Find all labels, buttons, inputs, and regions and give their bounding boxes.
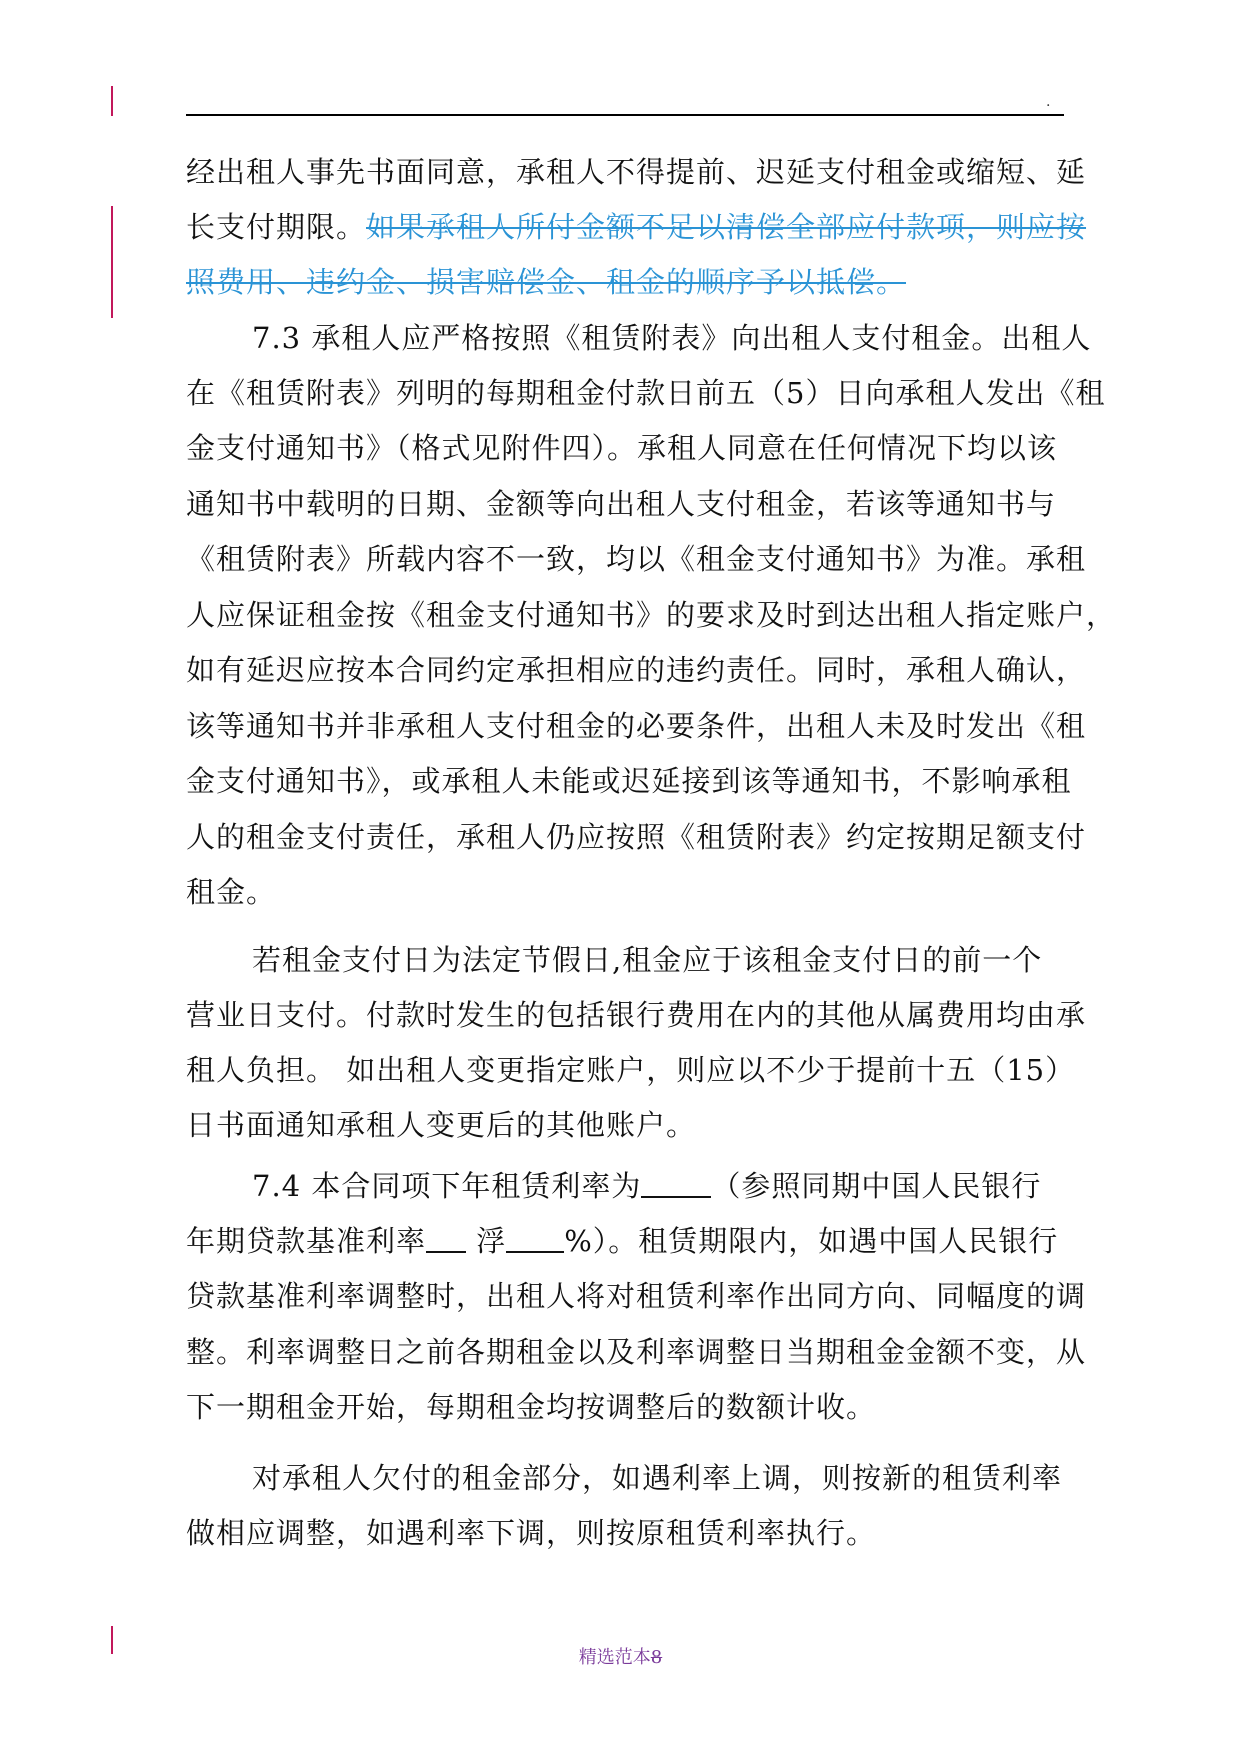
revision-bar bbox=[111, 86, 113, 116]
text-run: 7.3 承租人应严格按照《租赁附表》向出租人支付租金。出租人 bbox=[252, 321, 1092, 355]
text-line bbox=[252, 318, 1091, 358]
text-line bbox=[186, 872, 276, 912]
text-line bbox=[186, 650, 1086, 690]
text-line bbox=[252, 1458, 1062, 1498]
text-line bbox=[186, 373, 1105, 413]
text-line bbox=[186, 152, 1086, 192]
text-run: 下一期租金开始，每期租金均按调整后的数额计收。 bbox=[186, 1390, 877, 1424]
text-line bbox=[186, 1387, 876, 1427]
text-line bbox=[186, 1276, 1086, 1316]
text-line bbox=[186, 1332, 1086, 1372]
text-run: 金支付通知书》，或承租人未能或迟延接到该等通知书，不影响承租 bbox=[186, 764, 1072, 798]
text-line bbox=[186, 262, 906, 302]
text-run: 该等通知书并非承租人支付租金的必要条件，出租人未及时发出《租 bbox=[186, 709, 1087, 743]
text-run: 长支付期限。 bbox=[186, 210, 367, 244]
text-run: 营业日支付。付款时发生的包括银行费用在内的其他从属费用均由承 bbox=[186, 998, 1087, 1032]
text-run: 租人负担。 如出租人变更指定账户，则应以不少于提前十五（15） bbox=[186, 1053, 1076, 1087]
text-run: 浮 bbox=[466, 1224, 507, 1258]
text-line bbox=[186, 1221, 1058, 1261]
footer-label: 精选范本 bbox=[578, 1647, 651, 1668]
text-run: 如有延迟应按本合同约定承担相应的违约责任。同时，承租人确认， bbox=[186, 653, 1087, 687]
text-line bbox=[186, 539, 1086, 579]
text-run: 整。利率调整日之前各期租金以及利率调整日当期租金金额不变，从 bbox=[186, 1335, 1087, 1369]
text-run: 人应保证租金按《租金支付通知书》的要求及时到达出租人指定账户， bbox=[186, 598, 1117, 632]
text-run: 人的租金支付责任，承租人仍应按照《租赁附表》约定按期足额支付 bbox=[186, 820, 1087, 854]
text-line bbox=[186, 1105, 696, 1145]
text-line bbox=[186, 995, 1086, 1035]
text-run: 做相应调整，如遇利率下调，则按原租赁利率执行。 bbox=[186, 1516, 877, 1550]
text-run: 日书面通知承租人变更后的其他账户。 bbox=[186, 1108, 697, 1142]
text-run: 通知书中载明的日期、金额等向出租人支付租金，若该等通知书与 bbox=[186, 487, 1057, 521]
text-run: 贷款基准利率调整时，出租人将对租赁利率作出同方向、同幅度的调 bbox=[186, 1279, 1087, 1313]
text-line bbox=[186, 1050, 1075, 1090]
text-run: 租金。 bbox=[186, 875, 277, 909]
deleted-text: 如果承租人所付金额不足以清偿全部应付款项，则应按 bbox=[366, 210, 1087, 244]
text-run: 金支付通知书》（格式见附件四）。承租人同意在任何情况下均以该 bbox=[186, 431, 1058, 465]
text-line bbox=[186, 595, 1116, 635]
text-run: 经出租人事先书面同意，承租人不得提前、迟延支付租金或缩短、延 bbox=[186, 155, 1087, 189]
deleted-text: 照费用、违约金、损害赔偿金、租金的顺序予以抵偿。 bbox=[186, 265, 907, 299]
text-run: 对承租人欠付的租金部分，如遇利率上调，则按新的租赁利率 bbox=[252, 1461, 1063, 1495]
fill-in-blank bbox=[506, 1225, 564, 1253]
header-rule bbox=[186, 114, 1064, 116]
text-line bbox=[186, 428, 1057, 468]
text-line bbox=[186, 817, 1086, 857]
text-run: （参照同期中国人民银行 bbox=[711, 1169, 1042, 1203]
text-run: 在《租赁附表》列明的每期租金付款日前五（5）日向承租人发出《租 bbox=[186, 376, 1106, 410]
text-line bbox=[186, 761, 1072, 801]
fill-in-blank bbox=[641, 1170, 711, 1198]
text-run: 若租金支付日为法定节假日,租金应于该租金支付日的前一个 bbox=[252, 943, 1043, 977]
text-line bbox=[252, 1166, 1041, 1206]
text-run: 《租赁附表》所载内容不一致，均以《租金支付通知书》为准。承租 bbox=[186, 542, 1087, 576]
text-run: 7.4 本合同项下年租赁利率为 bbox=[252, 1169, 642, 1203]
text-line bbox=[186, 484, 1056, 524]
page-footer bbox=[0, 1643, 1241, 1669]
text-line bbox=[186, 1513, 876, 1553]
text-run: %）。租赁期限内，如遇中国人民银行 bbox=[564, 1224, 1059, 1258]
revision-bar bbox=[111, 206, 113, 318]
text-run: 年期贷款基准利率 bbox=[186, 1224, 427, 1258]
text-line bbox=[252, 940, 1042, 980]
page-number: 8 bbox=[650, 1647, 663, 1668]
fill-in-blank bbox=[426, 1225, 466, 1253]
text-line bbox=[186, 706, 1086, 746]
header-mark: . bbox=[1046, 94, 1051, 110]
text-line bbox=[186, 207, 1086, 247]
